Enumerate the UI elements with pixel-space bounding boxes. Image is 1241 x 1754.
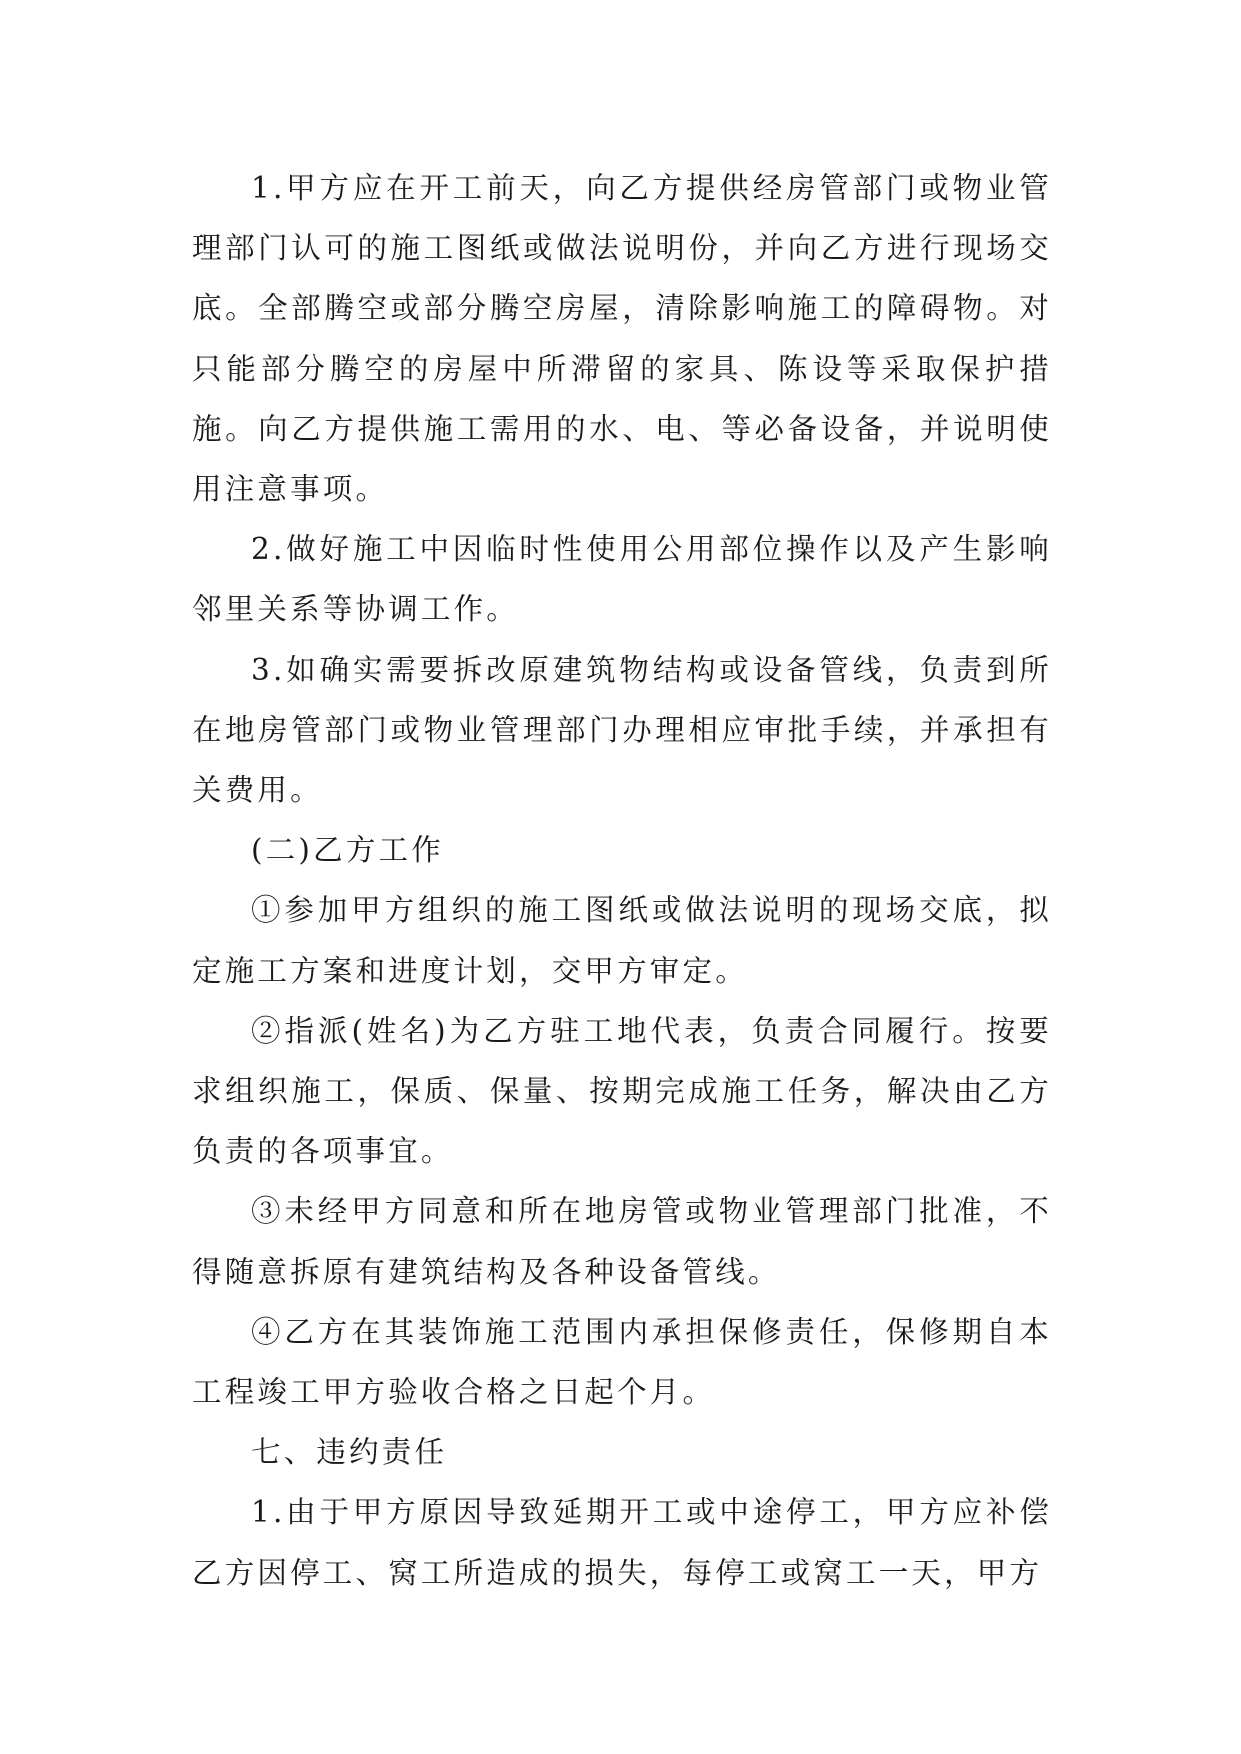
paragraph-party-b-duty-4: ④乙方在其装饰施工范围内承担保修责任，保修期自本工程竣工甲方验收合格之日起个月。 [192,1314,1052,1410]
paragraph-party-b-duty-3: ③未经甲方同意和所在地房管或物业管理部门批准，不得随意拆原有建筑结构及各种设备管线。 [192,1194,1052,1289]
section-heading-party-b-work: (二)乙方工作 [251,833,444,868]
paragraph-party-b-duty-2: ②指派(姓名)为乙方驻工地代表，负责合同履行。按要求组织施工，保质、保量、按期完成施工任务，解决由乙方负责的各项事宜。 [192,1013,1052,1169]
paragraph-breach-1: 1.由于甲方原因导致延期开工或中途停工，甲方应补偿乙方因停工、窝工所造成的损失，每停工或窝工一天，甲方 [192,1495,1052,1590]
paragraph-party-b-duty-1: ①参加甲方组织的施工图纸或做法说明的现场交底，拟定施工方案和进度计划，交甲方审定。 [192,893,1052,988]
section-heading-breach-liability: 七、违约责任 [251,1435,448,1470]
paragraph-party-a-duty-2: 2.做好施工中因临时性使用公用部位操作以及产生影响邻里关系等协调工作。 [192,532,1052,627]
paragraph-party-a-duty-1: 1.甲方应在开工前天，向乙方提供经房管部门或物业管理部门认可的施工图纸或做法说明份，并向乙方进行现场交底。全部腾空或部分腾空房屋，清除影响施工的障碍物。对只能部分腾空的房屋中所滞留的家具、陈设等采取保护措施。向乙方提供施工需用的水、电、等必备设备，并说明使用注意事项。 [192,171,1052,507]
document-body [192,158,1052,1603]
paragraph-party-a-duty-3: 3.如确实需要拆改原建筑物结构或设备管线，负责到所在地房管部门或物业管理部门办理相应审批手续，并承担有关费用。 [192,652,1052,808]
